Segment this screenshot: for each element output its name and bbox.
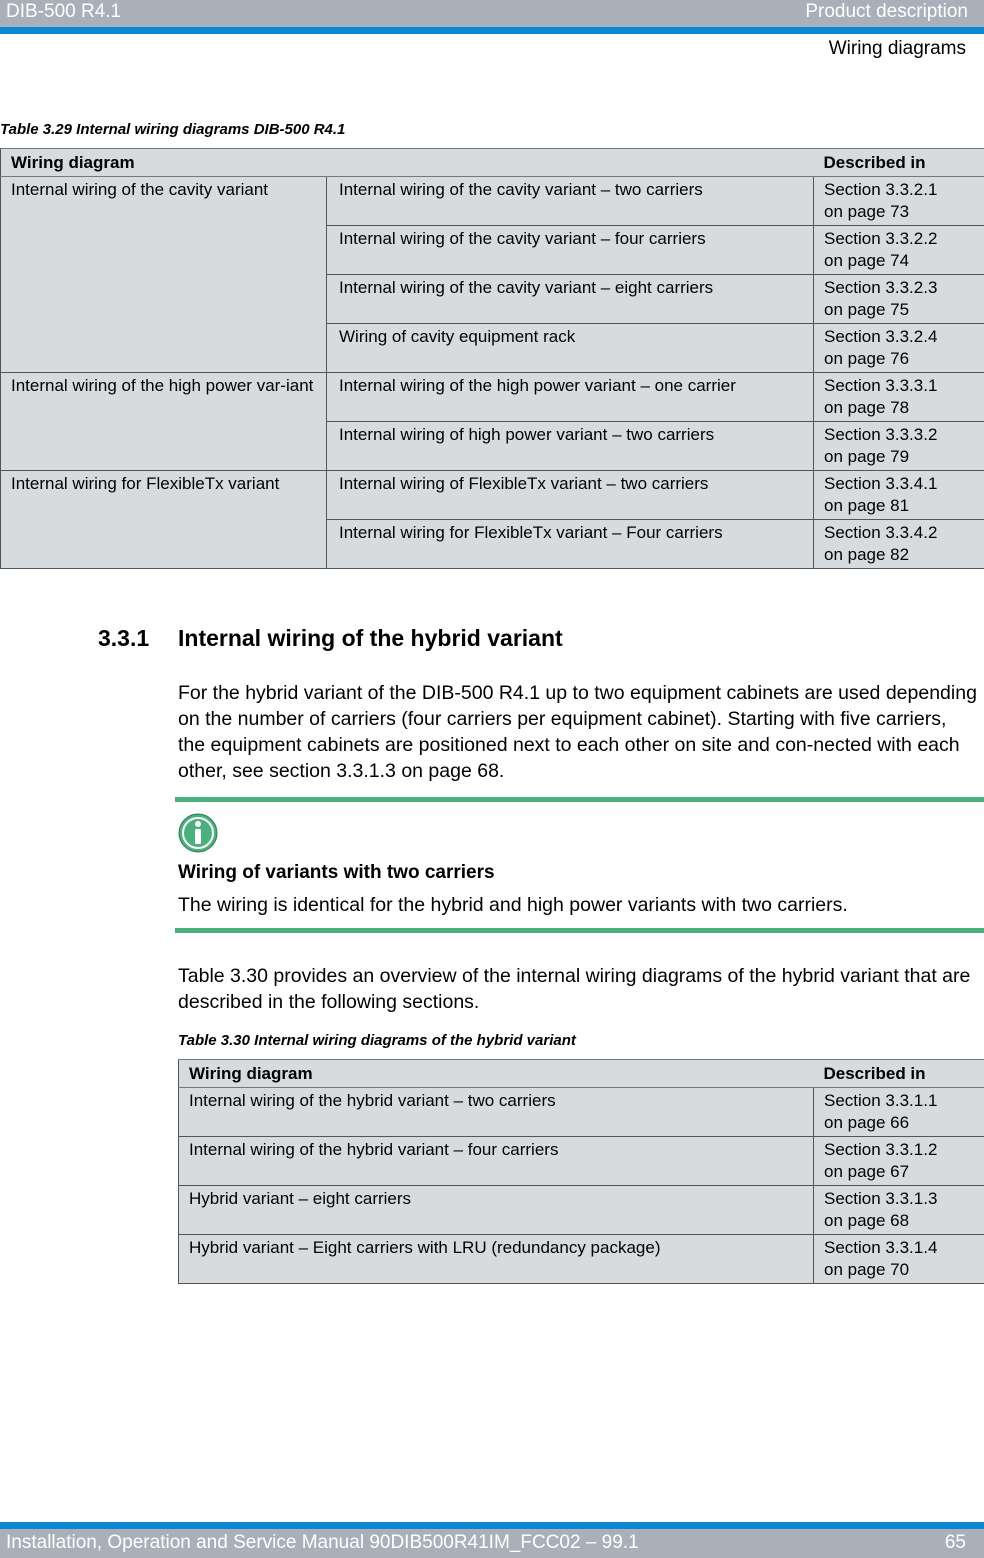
table1-group-name: Internal wiring of the high power var-iant [1, 373, 327, 471]
table1-header-row [1, 149, 984, 177]
ref-page: on page 79 [824, 447, 910, 466]
table1-reference [814, 177, 984, 226]
ref-page: on page 81 [824, 496, 910, 515]
ref-section: Section 3.3.2.1 [824, 180, 938, 199]
section-number: 3.3.1 [98, 625, 150, 651]
table-row [179, 1137, 984, 1186]
table2-reference [814, 1088, 984, 1137]
table1-reference [814, 226, 984, 275]
table2-diagram: Hybrid variant – Eight carriers with LRU (redundancy package) [179, 1235, 814, 1284]
table1-diagram: Internal wiring of the cavity variant – eight carriers [327, 275, 814, 324]
ref-page: on page 66 [824, 1113, 910, 1132]
ref-page: on page 73 [824, 202, 910, 221]
ref-section: Section 3.3.1.1 [824, 1091, 938, 1110]
table-row [179, 1186, 984, 1235]
ref-page: on page 67 [824, 1162, 910, 1181]
table1-diagram: Wiring of cavity equipment rack [327, 324, 814, 373]
table2-reference [814, 1235, 984, 1284]
table1-col-described: Described in [814, 149, 984, 177]
table1 [0, 148, 984, 569]
ref-section: Section 3.3.1.3 [824, 1189, 938, 1208]
ref-page: on page 82 [824, 545, 910, 564]
table1-diagram: Internal wiring for FlexibleTx variant – Four carriers [327, 520, 814, 569]
table-row [1, 373, 984, 422]
table2-reference [814, 1186, 984, 1235]
table1-diagram: Internal wiring of high power variant – two carriers [327, 422, 814, 471]
ref-section: Section 3.3.3.1 [824, 376, 938, 395]
table1-col-wiring: Wiring diagram [1, 149, 814, 177]
section-paragraph-2: Table 3.30 provides an overview of the internal wiring diagrams of the hybrid variant that are described in the following sections. [178, 965, 971, 1013]
table1-diagram: Internal wiring of the cavity variant – four carriers [327, 226, 814, 275]
section-paragraph-1: For the hybrid variant of the DIB-500 R4.1 up to two equipment cabinets are used depending on the number of carriers (four carriers per equipment cabinet). Starting with five carriers, the equipment cabinets are positioned next to each other on site and con-nected with each other, see section 3.3.1.3 on page 68. [178, 682, 977, 782]
note-bottom-rule [175, 928, 984, 933]
table1-diagram: Internal wiring of the high power variant – one carrier [327, 373, 814, 422]
table1-reference [814, 373, 984, 422]
table1-reference [814, 324, 984, 373]
section-title: Internal wiring of the hybrid variant [178, 625, 563, 651]
table1-group-name: Internal wiring for FlexibleTx variant [1, 471, 327, 569]
table1-reference [814, 275, 984, 324]
ref-section: Section 3.3.4.1 [824, 474, 938, 493]
ref-section: Section 3.3.2.4 [824, 327, 938, 346]
ref-page: on page 75 [824, 300, 910, 319]
ref-section: Section 3.3.2.2 [824, 229, 938, 248]
page-number: 65 [944, 1532, 966, 1553]
table1-diagram: Internal wiring of FlexibleTx variant – two carriers [327, 471, 814, 520]
table1-diagram: Internal wiring of the cavity variant – two carriers [327, 177, 814, 226]
page-footer [0, 1522, 984, 1558]
info-icon [178, 813, 218, 853]
table1-reference [814, 422, 984, 471]
table-row [179, 1235, 984, 1284]
ref-section: Section 3.3.1.2 [824, 1140, 938, 1159]
table2-caption: Table 3.30 Internal wiring diagrams of the hybrid variant [178, 1032, 576, 1049]
table-row [179, 1088, 984, 1137]
ref-page: on page 68 [824, 1211, 910, 1230]
table-row [1, 177, 984, 226]
note-heading: Wiring of variants with two carriers [178, 862, 495, 883]
ref-page: on page 74 [824, 251, 910, 270]
ref-page: on page 78 [824, 398, 910, 417]
header-chapter: Product description [805, 1, 968, 22]
ref-section: Section 3.3.2.3 [824, 278, 938, 297]
table2-diagram: Hybrid variant – eight carriers [179, 1186, 814, 1235]
table2-diagram: Internal wiring of the hybrid variant – four carriers [179, 1137, 814, 1186]
ref-page: on page 70 [824, 1260, 910, 1279]
header-section: Wiring diagrams [828, 38, 966, 59]
table2-header-row [179, 1060, 984, 1088]
table1-reference [814, 471, 984, 520]
table1-group-name: Internal wiring of the cavity variant [1, 177, 327, 373]
page-header [0, 0, 984, 34]
ref-page: on page 76 [824, 349, 910, 368]
table2-diagram: Internal wiring of the hybrid variant – two carriers [179, 1088, 814, 1137]
ref-section: Section 3.3.4.2 [824, 523, 938, 542]
footer-manual: Installation, Operation and Service Manual 90DIB500R41IM_FCC02 – 99.1 [6, 1532, 639, 1553]
header-doc-id: DIB-500 R4.1 [6, 1, 122, 22]
ref-section: Section 3.3.3.2 [824, 425, 938, 444]
note-text: The wiring is identical for the hybrid and high power variants with two carriers. [178, 894, 848, 916]
table-row [1, 471, 984, 520]
table1-reference [814, 520, 984, 569]
table2-reference [814, 1137, 984, 1186]
table2-col-described: Described in [814, 1060, 984, 1088]
note-top-rule [175, 797, 984, 802]
table2 [178, 1059, 984, 1284]
table2-col-wiring: Wiring diagram [179, 1060, 814, 1088]
ref-section: Section 3.3.1.4 [824, 1238, 938, 1257]
table1-caption: Table 3.29 Internal wiring diagrams DIB-500 R4.1 [0, 121, 346, 138]
